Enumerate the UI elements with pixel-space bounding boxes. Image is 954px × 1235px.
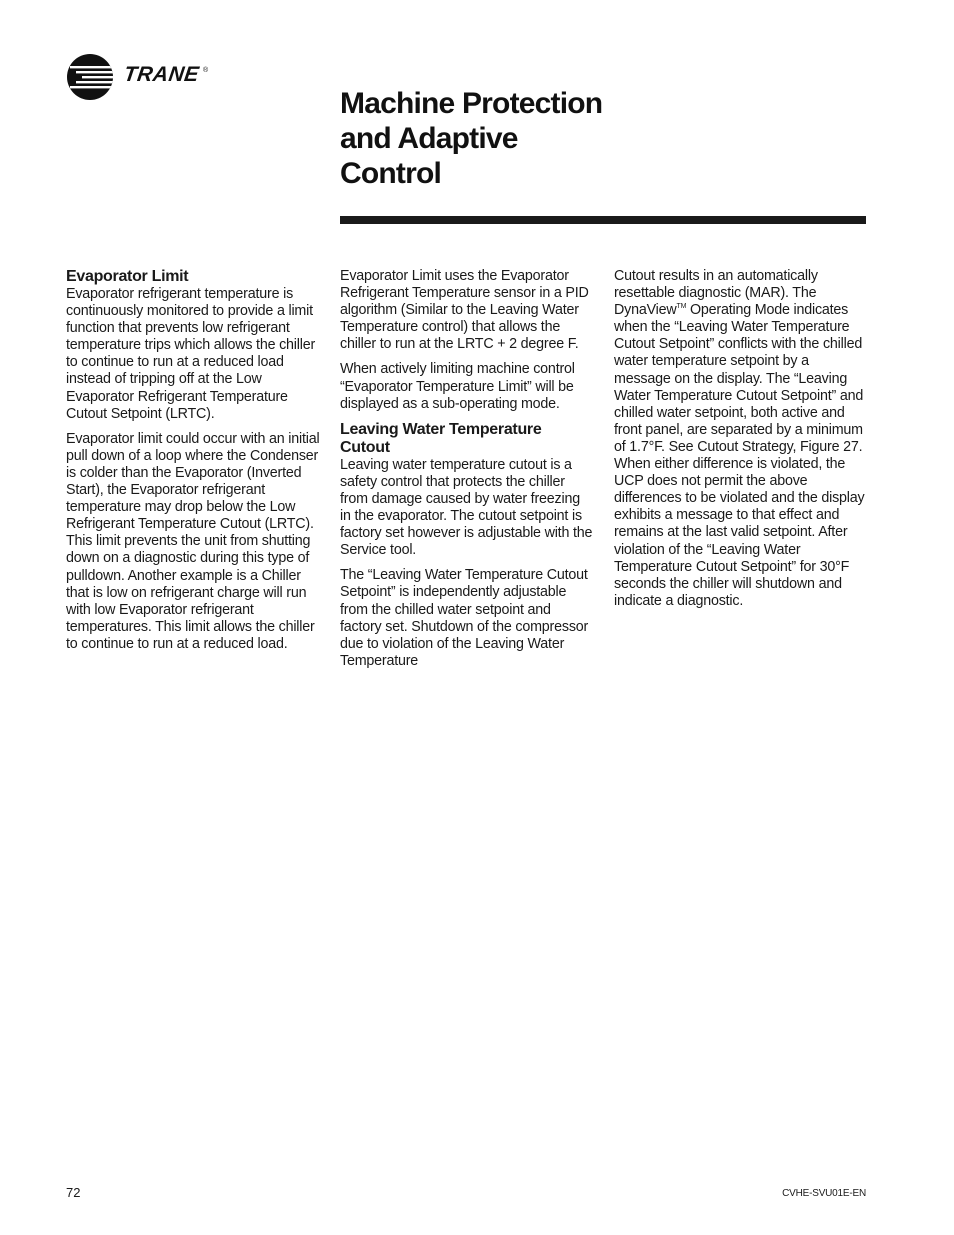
paragraph bbox=[614, 268, 868, 610]
paragraph: The “Leaving Water Temperature Cutout Setpoint” is independently adjustable from the chilled water setpoint and factory set. Shutdown of the compressor due to violation of the Leaving Water Temperature bbox=[340, 567, 589, 669]
paragraph-part: Cutout results in an automatically resettable diagnostic (MAR). The DynaView bbox=[614, 268, 818, 319]
registered-mark: ® bbox=[203, 67, 209, 74]
trane-logo bbox=[66, 53, 216, 101]
column-2 bbox=[340, 268, 594, 677]
paragraph: Evaporator limit could occur with an initial pull down of a loop where the Condenser is colder than the Evaporator (Inverted Start), the Evaporator refrigerant temperature may drop below the Low Refrigerant Temperature Cutout (LRTC). This limit prevents the unit from shutting down on a diagnostic during this type of pulldown. Another example is a Chiller that is low on refrigerant charge will run with low Evaporator refrigerant temperatures. This limit allows the chiller to continue to run at a reduced load. bbox=[66, 430, 320, 652]
title-line-1: Machine Protection bbox=[340, 87, 603, 120]
paragraph: Leaving water temperature cutout is a safety control that protects the chiller from damage caused by water freezing in the evaporator. The cutout setpoint is factory set however is adjustable with the Service tool. bbox=[340, 456, 593, 559]
paragraph: Evaporator refrigerant temperature is continuously monitored to provide a limit function that prevents low refrigerant temperature trips which allows the chiller to continue to run at a reduced load instead of tripping off at the Low Evaporator Refrigerant Temperature Cutout Setpoint (LRTC). bbox=[66, 286, 316, 422]
title-line-3: Control bbox=[340, 157, 442, 190]
document-number: CVHE-SVU01E-EN bbox=[782, 1188, 866, 1199]
column-3 bbox=[614, 268, 868, 617]
title-rule bbox=[340, 216, 866, 224]
trademark-mark: TM bbox=[676, 303, 687, 311]
column-1 bbox=[66, 268, 320, 660]
paragraph-part: Operating Mode indicates when the “Leaving Water Temperature Cutout Setpoint” conflicts with the chilled water temperature setpoint by a message on the display. The “Leaving Water Temperature Cutout Setpoint” and chilled water setpoint, both active and front panel, are separated by a minimum of 1.7°F. See Cutout Strategy, Figure 27. When either difference is violated, the UCP does not permit the above differences to be violated and the display exhibits a message to that effect and remains at the last valid setpoint. After violation of the “Leaving Water Temperature Cutout Setpoint” for 30°F seconds the chiller will shutdown and indicate a diagnostic. bbox=[614, 302, 865, 609]
page-number: 72 bbox=[66, 1185, 81, 1200]
page-title bbox=[340, 86, 602, 191]
section-heading-evaporator-limit: Evaporator Limit bbox=[66, 268, 189, 285]
title-line-2: and Adaptive bbox=[340, 122, 518, 155]
section-heading-leaving-water-cutout: Leaving Water Temperature Cutout bbox=[340, 420, 542, 456]
paragraph: Evaporator Limit uses the Evaporator Refrigerant Temperature sensor in a PID algorithm (Similar to the Leaving Water Temperature control) that allows the chiller to run at the LRTC + 2 degree F. bbox=[340, 268, 589, 353]
paragraph: When actively limiting machine control “Evaporator Temperature Limit” will be displayed as a sub-operating mode. bbox=[340, 361, 575, 412]
trane-logo-icon bbox=[66, 53, 114, 101]
brand-wordmark: TRANE bbox=[122, 63, 201, 86]
